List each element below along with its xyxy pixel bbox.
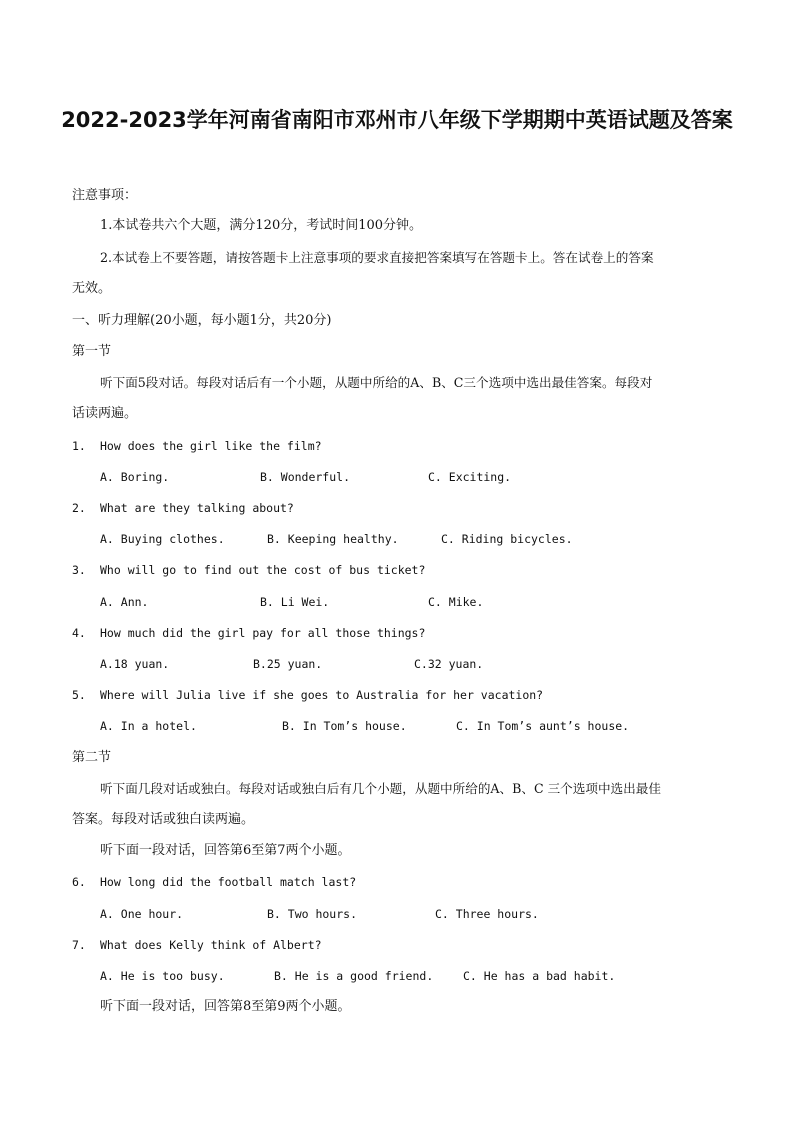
question-text: Where will Julia live if she goes to Australia for her vacation? — [100, 688, 544, 702]
option-b: B. Keeping healthy. — [267, 532, 399, 546]
option-a: A. Boring. — [100, 470, 170, 484]
option-b: B.25 yuan. — [253, 657, 323, 671]
option-c: C. In Tom’s aunt’s house. — [456, 719, 630, 733]
notice-item-2-line-1: 2.本试卷上不要答题，请按答题卡上注意事项的要求直接把答案填写在答题卡上。答在试卷上的答案 — [100, 250, 654, 265]
section1-heading: 第一节 — [72, 344, 112, 359]
part1-heading: 一、听力理解(20小题，每小题1分，共20分) — [72, 313, 332, 328]
question-number: 6. — [72, 875, 86, 889]
option-a: A. Ann. — [100, 595, 149, 609]
option-a: A. One hour. — [100, 907, 184, 921]
option-a: A.18 yuan. — [100, 657, 170, 671]
question-text: What are they talking about? — [100, 501, 294, 515]
section2-instruction-line-2: 答案。每段对话或独白读两遍。 — [72, 812, 255, 827]
sub-instruction-q8-9: 听下面一段对话，回答第8至第9两个小题。 — [100, 999, 351, 1014]
page-title: 2022-2023学年河南省南阳市邓州市八年级下学期期中英语试题及答案 — [61, 108, 733, 132]
option-b: B. Wonderful. — [260, 470, 351, 484]
question-text: Who will go to find out the cost of bus ticket? — [100, 563, 426, 577]
notice-item-1: 1.本试卷共六个大题，满分120分，考试时间100分钟。 — [100, 218, 423, 233]
option-a: A. In a hotel. — [100, 719, 197, 733]
option-c: C. Three hours. — [435, 907, 539, 921]
section1-instruction-line-2: 话读两遍。 — [72, 406, 138, 421]
section1-instruction-line-1: 听下面5段对话。每段对话后有一个小题，从题中所给的A、B、C三个选项中选出最佳答案。每段对 — [100, 375, 653, 390]
question-number: 1. — [72, 439, 86, 453]
option-c: C. Riding bicycles. — [441, 532, 573, 546]
question-number: 2. — [72, 501, 86, 515]
question-text: How much did the girl pay for all those things? — [100, 626, 426, 640]
sub-instruction-q6-7: 听下面一段对话，回答第6至第7两个小题。 — [100, 843, 351, 858]
question-number: 3. — [72, 563, 86, 577]
question-number: 5. — [72, 688, 86, 702]
question-number: 4. — [72, 626, 86, 640]
option-b: B. Two hours. — [267, 907, 358, 921]
question-text: What does Kelly think of Albert? — [100, 938, 322, 952]
option-b: B. In Tom’s house. — [282, 719, 407, 733]
question-number: 7. — [72, 938, 86, 952]
option-c: C. He has a bad habit. — [463, 969, 616, 983]
option-c: C.32 yuan. — [414, 657, 484, 671]
notice-item-2-line-2: 无效。 — [72, 281, 112, 296]
section2-heading: 第二节 — [72, 750, 112, 765]
option-b: B. He is a good friend. — [274, 969, 434, 983]
question-text: How long did the football match last? — [100, 875, 357, 889]
notice-heading: 注意事项： — [72, 188, 138, 203]
option-a: A. Buying clothes. — [100, 532, 225, 546]
option-b: B. Li Wei. — [260, 595, 330, 609]
option-c: C. Mike. — [428, 595, 484, 609]
question-text: How does the girl like the film? — [100, 439, 322, 453]
option-c: C. Exciting. — [428, 470, 512, 484]
section2-instruction-line-1: 听下面几段对话或独白。每段对话或独白后有几个小题，从题中所给的A、B、C 三个选项中选出最佳 — [100, 781, 661, 796]
option-a: A. He is too busy. — [100, 969, 225, 983]
